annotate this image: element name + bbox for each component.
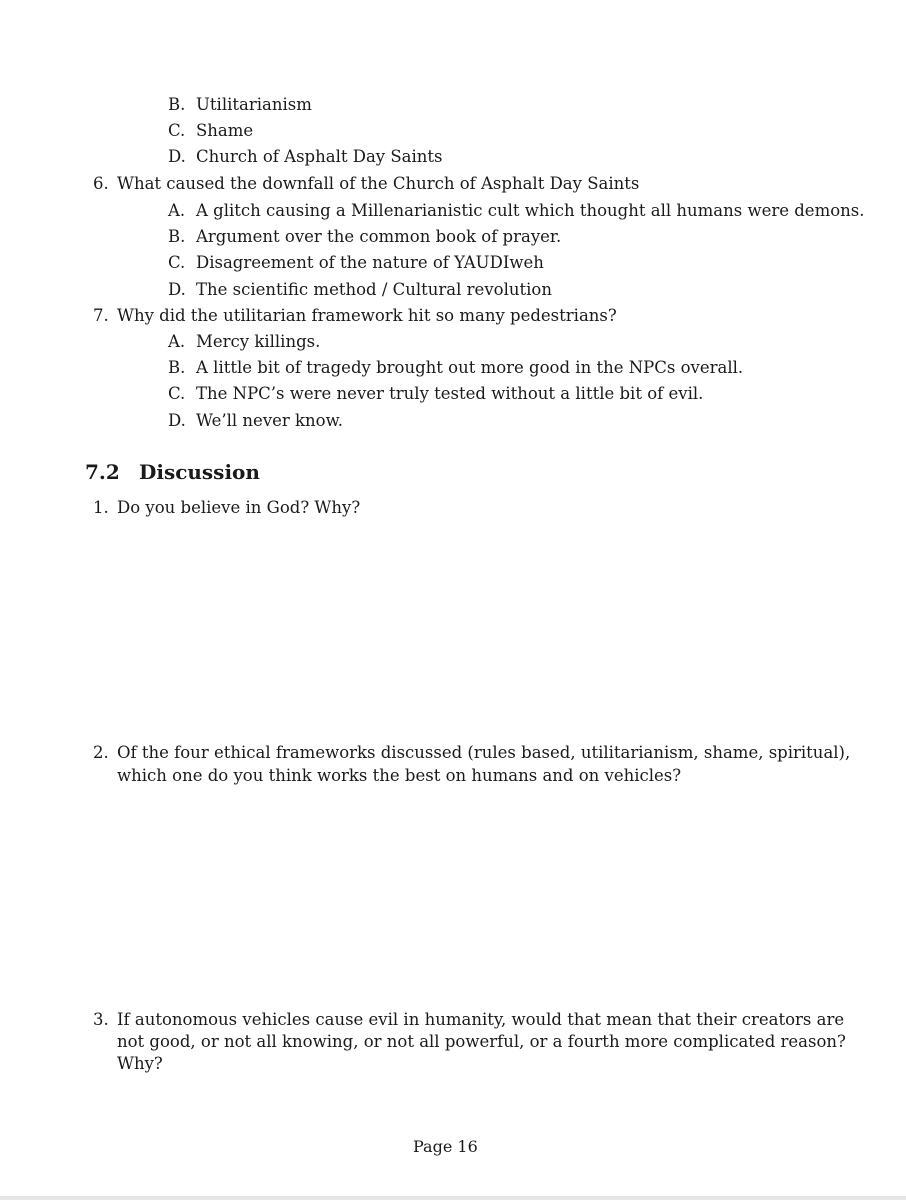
option-letter: B. [168,358,186,377]
option-letter: C. [168,121,186,140]
question-text: Why did the utilitarian framework hit so many pedestrians? [117,306,617,325]
question-number: 2. [93,743,109,762]
q6-option-c [168,252,544,274]
option-letter: C. [168,253,186,272]
option-letter: B. [168,95,186,114]
question-text-line-2: which one do you think works the best on humans and on vehicles? [117,766,682,785]
option-text: A glitch causing a Millenarianistic cult which thought all humans were demons. [196,201,865,220]
option-letter: D. [168,280,186,299]
question-text-line-1: If autonomous vehicles cause evil in humanity, would that mean that their creators are [117,1010,845,1029]
q6-question [93,173,640,195]
question-number: 6. [93,174,109,193]
option-text: The scientific method / Cultural revolution [196,280,552,299]
option-text: Argument over the common book of prayer. [196,227,562,246]
discussion-question-3-line-2 [117,1031,846,1053]
q7-option-a [168,331,321,353]
discussion-question-2 [93,742,851,764]
option-text: Utilitarianism [196,95,312,114]
section-heading [85,459,260,485]
q5-option-b [168,94,312,116]
q7-option-d [168,410,344,432]
option-letter: B. [168,227,186,246]
discussion-question-2-line-2 [117,765,681,787]
q7-option-c [168,383,704,405]
q6-option-d [168,279,552,301]
option-text: Church of Asphalt Day Saints [196,147,443,166]
q6-option-b [168,226,562,248]
page-bottom-edge [0,1196,906,1200]
q7-question [93,305,617,327]
option-text: Disagreement of the nature of YAUDIweh [196,253,544,272]
option-letter: C. [168,384,186,403]
q5-option-c [168,120,254,142]
discussion-question-3 [93,1009,845,1031]
option-text: We’ll never know. [196,411,344,430]
option-letter: D. [168,411,186,430]
option-text: A little bit of tragedy brought out more good in the NPCs overall. [196,358,744,377]
option-text: The NPC’s were never truly tested without a little bit of evil. [196,384,704,403]
question-number: 3. [93,1010,109,1029]
q7-option-b [168,357,744,379]
discussion-question-1 [93,497,361,519]
option-letter: A. [168,332,186,351]
q5-option-d [168,146,443,168]
option-text: Mercy killings. [196,332,321,351]
question-number: 7. [93,306,109,325]
question-text: Do you believe in God? Why? [117,498,361,517]
section-title: Discussion [139,460,260,484]
option-text: Shame [196,121,254,140]
q6-option-a [168,200,865,222]
option-letter: A. [168,201,186,220]
discussion-question-3-line-3 [117,1053,163,1075]
question-number: 1. [93,498,109,517]
page-number: Page 16 [413,1137,478,1156]
section-number: 7.2 [85,460,120,484]
question-text-line-1: Of the four ethical frameworks discussed (rules based, utilitarianism, shame, spiritual), [117,743,851,762]
option-letter: D. [168,147,186,166]
question-text-line-3: Why? [117,1054,163,1073]
question-text: What caused the downfall of the Church of Asphalt Day Saints [117,174,640,193]
question-text-line-2: not good, or not all knowing, or not all powerful, or a fourth more complicated reason? [117,1032,846,1051]
